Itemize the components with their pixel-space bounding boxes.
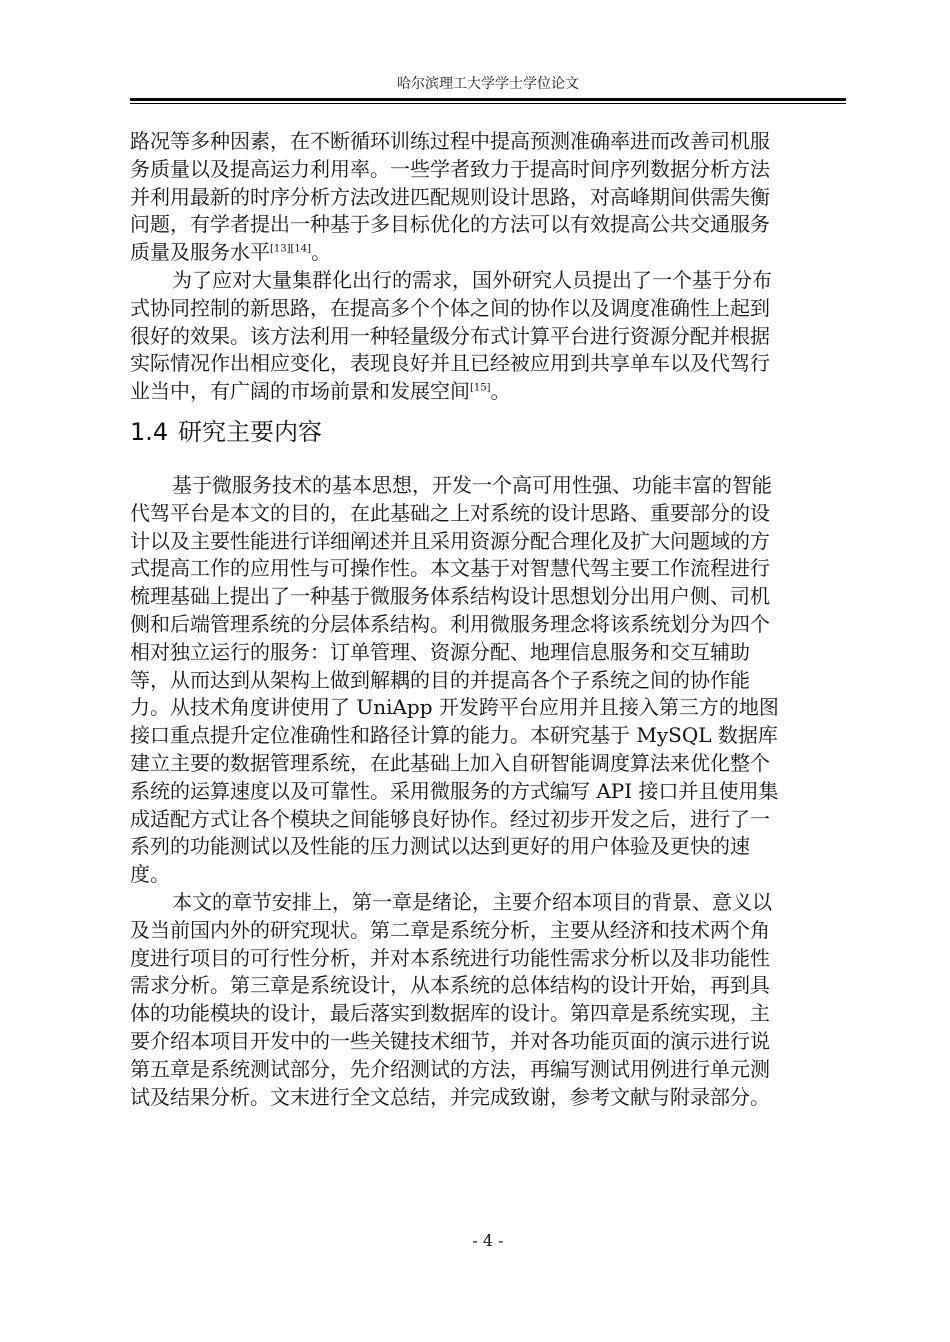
text-line: 问题，有学者提出一种基于多目标优化的方法可以有效提高公共交通服务 [130, 212, 770, 237]
text-line: 及当前国内外的研究现状。第二章是系统分析，主要从经济和技术两个角 [130, 917, 770, 942]
text-line: 接口重点提升定位准确性和路径计算的能力。本研究基于 MySQL 数据库 [130, 723, 778, 748]
text-line: 体的功能模块的设计，最后落实到数据库的设计。第四章是系统实现，主 [130, 1001, 770, 1026]
text-line: 很好的效果。该方法利用一种轻量级分布式计算平台进行资源分配并根据 [130, 323, 770, 348]
text-line: 路况等多种因素，在不断循环训练过程中提高预测准确率进而改善司机服 [130, 129, 770, 153]
text-line: 试及结果分析。文末进行全文总结，并完成致谢，参考文献与附录部分。 [130, 1084, 770, 1109]
paragraph-3 [130, 472, 846, 889]
paragraph-1 [130, 128, 846, 267]
text-line [130, 239, 846, 267]
text-line: 等，从而达到从架构上做到解耦的目的并提高各个子系统之间的协作能 [130, 667, 750, 692]
text-line: 梳理基础上提出了一种基于微服务体系结构设计思想划分出用户侧、司机 [130, 584, 770, 609]
text-line: 建立主要的数据管理系统，在此基础上加入自研智能调度算法来优化整个 [130, 750, 770, 775]
section-number: 1.4 [130, 417, 169, 446]
text-line: 系列的功能测试以及性能的压力测试以达到更好的用户体验及更快的速 [130, 834, 750, 859]
text-line: 要介绍本项目开发中的一些关键技术细节，并对各功能页面的演示进行说 [130, 1028, 770, 1053]
text-line: 本文的章节安排上，第一章是绪论，主要介绍本项目的背景、意义以 [172, 889, 772, 914]
header-rule-thin [130, 103, 846, 104]
page-body [130, 128, 846, 1111]
section-heading [130, 416, 846, 448]
text-line: 并利用最新的时序分析方法改进匹配规则设计思路，对高峰期间供需失衡 [130, 184, 770, 209]
text-line: 度。 [130, 862, 170, 887]
citation: [15] [470, 382, 491, 394]
section-title: 研究主要内容 [178, 417, 322, 446]
text-line: 度进行项目的可行性分析，并对本系统进行功能性需求分析以及非功能性 [130, 945, 770, 970]
text-line: 代驾平台是本文的目的，在此基础之上对系统的设计思路、重要部分的设 [130, 500, 770, 525]
text-line: 系统的运算速度以及可靠性。采用微服务的方式编写 API 接口并且使用集 [130, 778, 779, 803]
text-fragment: 业当中，有广阔的市场前景和发展空间 [130, 379, 470, 404]
paragraph-2 [130, 267, 846, 406]
text-line: 实际情况作出相应变化，表现良好并且已经被应用到共享单车以及代驾行 [130, 351, 770, 376]
punctuation: 。 [490, 379, 511, 404]
text-line: 需求分析。第三章是系统设计，从本系统的总体结构的设计开始，再到具 [130, 973, 770, 998]
text-line: 务质量以及提高运力利用率。一些学者致力于提高时间序列数据分析方法 [130, 156, 770, 181]
running-header: 哈尔滨理工大学学士学位论文 [397, 76, 579, 92]
text-line: 为了应对大量集群化出行的需求，国外研究人员提出了一个基于分布 [172, 267, 772, 292]
text-line: 第五章是系统测试部分，先介绍测试的方法，再编写测试用例进行单元测 [130, 1056, 770, 1081]
text-line: 计以及主要性能进行详细阐述并且采用资源分配合理化及扩大问题域的方 [130, 528, 770, 553]
text-line: 基于微服务技术的基本思想，开发一个高可用性强、功能丰富的智能 [172, 472, 772, 497]
text-line: 力。从技术角度讲使用了 UniApp 开发跨平台应用并且接入第三方的地图 [130, 695, 779, 720]
text-line: 成适配方式让各个模块之间能够良好协作。经过初步开发之后，进行了一 [130, 806, 770, 831]
text-line: 相对独立运行的服务：订单管理、资源分配、地理信息服务和交互辅助 [130, 639, 750, 664]
text-line: 式协同控制的新思路，在提高多个个体之间的协作以及调度准确性上起到 [130, 295, 770, 320]
paragraph-4 [130, 889, 846, 1111]
punctuation: 。 [311, 240, 332, 265]
text-line: 侧和后端管理系统的分层体系结构。利用微服务理念将该系统划分为四个 [130, 611, 770, 636]
citation: [13][14] [270, 243, 312, 255]
text-fragment: 质量及服务水平 [130, 240, 270, 265]
page-number: - 4 - [472, 1231, 504, 1250]
text-line: 式提高工作的应用性与可操作性。本文基于对智慧代驾主要工作流程进行 [130, 556, 770, 581]
header-rule-thick [130, 98, 846, 101]
text-line [130, 378, 846, 406]
